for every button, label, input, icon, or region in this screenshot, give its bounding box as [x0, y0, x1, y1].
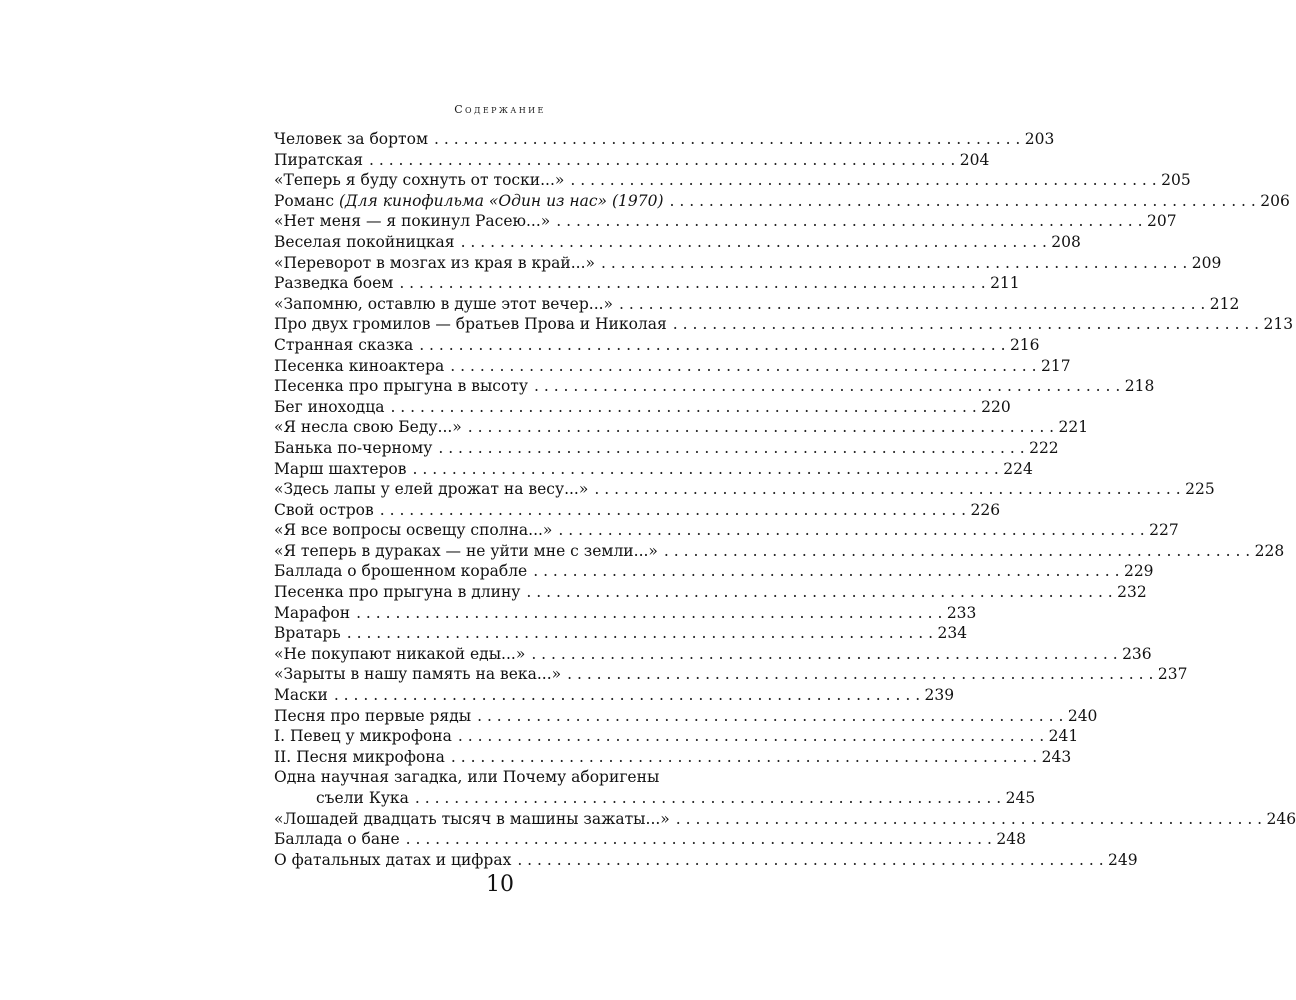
toc-entry-page: 208 — [1051, 232, 1081, 251]
toc-entry — [274, 541, 1285, 562]
toc-entry-title-text: Марш шахтеров — [274, 459, 407, 478]
running-head: Содержание — [454, 103, 546, 116]
toc-entry — [274, 314, 1294, 335]
dot-leader — [406, 829, 992, 850]
toc-entry-title — [274, 809, 670, 830]
toc-entry-title-text: «Я несла свою Беду...» — [274, 418, 462, 437]
toc-entry-title — [274, 459, 407, 480]
toc-entry-title — [274, 644, 525, 665]
toc-entry-page: 232 — [1117, 583, 1147, 602]
toc-entry-title-text: II. Песня микрофона — [274, 747, 445, 766]
toc-entry-page: 233 — [946, 603, 977, 622]
toc-entry — [274, 726, 1079, 747]
toc-entry — [274, 459, 1033, 480]
dot-leader — [517, 850, 1103, 871]
toc-entry-page: 204 — [959, 150, 990, 169]
dot-leader — [415, 788, 1001, 809]
dot-leader — [438, 438, 1024, 459]
toc-entry-title — [274, 356, 444, 377]
dot-leader — [451, 747, 1037, 768]
toc-entry — [274, 191, 1290, 212]
toc-entry-title-text: «Запомню, оставлю в душе этот вечер...» — [274, 294, 614, 313]
toc-entry — [274, 397, 1011, 418]
toc-entry-page: 205 — [1161, 171, 1191, 190]
dot-leader — [434, 129, 1020, 150]
toc-entry-title — [274, 582, 520, 603]
dot-leader — [477, 706, 1063, 727]
dot-leader — [594, 479, 1180, 500]
toc-entry-title — [274, 623, 341, 644]
toc-entry-page: 248 — [996, 830, 1026, 849]
toc-entry-subtitle: (Для кинофильма «Один из нас» (1970) — [339, 191, 664, 210]
toc-entry-page: 221 — [1058, 418, 1089, 437]
toc-entry-page: 212 — [1209, 294, 1240, 313]
dot-leader — [399, 273, 985, 294]
toc-entry-title — [274, 376, 528, 397]
toc-entry-page: 225 — [1185, 480, 1215, 499]
toc-entry — [274, 850, 1138, 871]
dot-leader — [390, 397, 976, 418]
toc-entry-title — [274, 397, 384, 418]
toc-entry — [274, 335, 1040, 356]
toc-entry — [274, 706, 1098, 727]
toc-entry-title — [274, 500, 374, 521]
toc-entry-page: 241 — [1048, 727, 1079, 746]
toc-entry — [274, 294, 1240, 315]
toc-entry — [274, 747, 1072, 768]
toc-entry-page: 234 — [937, 624, 968, 643]
toc-entry-title-text: «Я теперь в дураках — не уйти мне с земли...» — [274, 541, 658, 560]
toc-entry-title-text: Баллада о бане — [274, 830, 400, 849]
dot-leader — [570, 170, 1156, 191]
toc-entry — [274, 829, 1026, 850]
toc-entry-page: 249 — [1108, 850, 1138, 869]
dot-leader — [676, 809, 1262, 830]
toc-entry — [274, 417, 1089, 438]
toc-entry-title-text: Человек за бортом — [274, 130, 429, 148]
toc-entry-title — [274, 541, 658, 562]
toc-entry-title — [274, 273, 393, 294]
toc-entry-title-text: Марафон — [274, 603, 351, 622]
toc-entry-page: 229 — [1123, 562, 1154, 581]
toc-entry-title-text: Веселая покойницкая — [274, 232, 455, 251]
toc-entry-title-text: Романс — [274, 191, 339, 210]
toc-entry-title-text: Песня про первые ряды — [274, 706, 472, 725]
toc-entry — [274, 520, 1179, 541]
page-number: 10 — [486, 872, 514, 897]
toc-entry-title — [274, 294, 613, 315]
dot-leader — [567, 664, 1153, 685]
toc-entry — [274, 150, 990, 171]
toc-entry-page: 216 — [1009, 335, 1040, 354]
dot-leader — [356, 603, 942, 624]
toc-entry-title-text: «Я все вопросы освещу сполна...» — [274, 521, 553, 540]
toc-entry-title-text: «Нет меня — я покинул Расею...» — [274, 212, 551, 231]
toc-entry — [274, 376, 1155, 397]
toc-entry-title — [274, 726, 452, 747]
toc-entry-title — [274, 664, 561, 685]
toc-entry-page: 209 — [1191, 253, 1222, 272]
toc-entry — [274, 582, 1147, 603]
toc-entry — [274, 623, 968, 644]
toc-entry-title-text: Свой остров — [274, 500, 374, 519]
dot-leader — [526, 582, 1112, 603]
dot-leader — [601, 253, 1187, 274]
toc-entry — [274, 664, 1188, 685]
toc-entry-title-text: «Зарыты в нашу память на века...» — [274, 665, 562, 684]
dot-leader — [619, 294, 1205, 315]
dot-leader — [413, 459, 999, 480]
toc-entry — [274, 211, 1177, 232]
toc-entry-title — [274, 191, 664, 212]
toc-entry — [274, 232, 1081, 253]
toc-entry-title — [274, 706, 471, 727]
toc-entry-title — [274, 561, 527, 582]
toc-entry-title — [274, 129, 428, 150]
toc-entry-page: 224 — [1003, 459, 1033, 478]
toc-entry — [274, 438, 1059, 459]
toc-entry — [274, 644, 1152, 665]
toc-entry-page: 228 — [1254, 541, 1285, 560]
toc-entry — [274, 561, 1154, 582]
toc-entry-title — [274, 747, 445, 768]
dot-leader — [380, 500, 966, 521]
toc-entry-title-text: «Теперь я буду сохнуть от тоски...» — [274, 171, 565, 190]
toc-entry-page: 218 — [1124, 377, 1155, 396]
toc-entry-page: 222 — [1029, 438, 1059, 457]
toc-entry-title-text: Про двух громилов — братьев Прова и Николая — [274, 315, 667, 334]
toc-entry-title-text: Банька по-черному — [274, 438, 433, 457]
toc-entry — [274, 479, 1215, 500]
toc-entry-title-text: Песенка киноактера — [274, 356, 445, 375]
toc-entry-title — [274, 438, 432, 459]
toc-entry-title-text: Бег иноходца — [274, 397, 385, 416]
dot-leader — [673, 314, 1259, 335]
dot-leader — [458, 726, 1044, 747]
toc-entry-page: 206 — [1260, 191, 1290, 210]
toc-entry-title-text: Странная сказка — [274, 335, 414, 354]
toc-entry-title-text: Баллада о брошенном корабле — [274, 562, 528, 581]
toc-entry-title-text: «Лошадей двадцать тысяч в машины зажаты...» — [274, 809, 670, 828]
toc-entry — [274, 273, 1020, 294]
toc-entry-title — [274, 685, 328, 706]
dot-leader — [468, 417, 1054, 438]
toc-entry — [274, 129, 1055, 150]
toc-entry-title — [274, 335, 413, 356]
toc-entry — [274, 356, 1071, 377]
dot-leader — [334, 685, 920, 706]
toc-entry-title-text: Песенка про прыгуна в длину — [274, 583, 521, 602]
toc-entry-title — [274, 850, 511, 871]
dot-leader — [450, 356, 1036, 377]
toc-entry-title-text: Песенка про прыгуна в высоту — [274, 377, 528, 396]
toc-entry-title — [274, 232, 455, 253]
toc-entry-title — [274, 211, 550, 232]
toc-entry — [274, 809, 1296, 830]
toc-entry-title-text: Пиратская — [274, 150, 363, 169]
toc-entry-page: 236 — [1122, 644, 1152, 663]
toc-entry-title — [274, 150, 363, 171]
dot-leader — [369, 150, 955, 171]
toc-entry-title-text: «Переворот в мозгах из края в край...» — [274, 253, 595, 272]
toc-entry-title — [274, 479, 588, 500]
toc-entry — [274, 500, 1001, 521]
toc-entry-page: 240 — [1067, 706, 1098, 725]
toc-entry-title: Одна научная загадка, или Почему аборигены — [274, 768, 660, 787]
toc-entry-page: 239 — [924, 686, 955, 705]
toc-entry-title-continued: съели Кука — [316, 789, 409, 807]
toc-entry — [274, 603, 977, 624]
toc-entry-title-text: «Здесь лапы у елей дрожат на весу...» — [274, 480, 589, 499]
dot-leader — [670, 191, 1256, 212]
dot-leader — [419, 335, 1005, 356]
toc-entry-page: 211 — [990, 274, 1020, 293]
dot-leader — [664, 541, 1250, 562]
toc-entry — [274, 170, 1191, 191]
toc-entry-line — [274, 767, 726, 788]
toc-entry-title-text: Вратарь — [274, 624, 341, 643]
toc-entry-page: 245 — [1005, 789, 1036, 807]
dot-leader — [534, 376, 1120, 397]
toc-entry-page: 226 — [970, 500, 1001, 519]
toc-entry-page: 207 — [1147, 212, 1177, 231]
toc-entry — [274, 788, 1036, 809]
toc-entry-page: 220 — [981, 397, 1011, 416]
dot-leader — [461, 232, 1047, 253]
toc-entry-title-text: «Не покупают никакой еды...» — [274, 644, 526, 663]
toc-entry-title-text: Разведка боем — [274, 274, 394, 293]
toc-entry-title-text: Маски — [274, 686, 328, 705]
table-of-contents — [274, 129, 1296, 870]
toc-entry-page: 243 — [1041, 747, 1072, 766]
toc-entry-title — [274, 170, 564, 191]
toc-entry-page: 227 — [1149, 521, 1179, 540]
dot-leader — [347, 623, 933, 644]
toc-entry — [274, 685, 955, 706]
toc-entry-title — [274, 603, 350, 624]
toc-entry-title — [274, 253, 595, 274]
toc-entry-page: 217 — [1041, 356, 1071, 375]
toc-entry-title — [274, 829, 400, 850]
toc-entry-title — [274, 520, 552, 541]
toc-entry-page: 246 — [1266, 809, 1296, 828]
dot-leader — [533, 561, 1119, 582]
toc-entry-page: 203 — [1024, 130, 1055, 148]
toc-entry-title — [274, 417, 462, 438]
dot-leader — [531, 644, 1117, 665]
toc-entry-title — [274, 314, 667, 335]
dot-leader — [556, 211, 1142, 232]
toc-entry-page: 213 — [1263, 315, 1294, 334]
toc-entry — [274, 253, 1222, 274]
toc-entry-title-text: О фатальных датах и цифрах — [274, 850, 512, 869]
dot-leader — [558, 520, 1144, 541]
toc-entry-title-text: I. Певец у микрофона — [274, 727, 452, 746]
toc-entry-page: 237 — [1157, 665, 1188, 684]
